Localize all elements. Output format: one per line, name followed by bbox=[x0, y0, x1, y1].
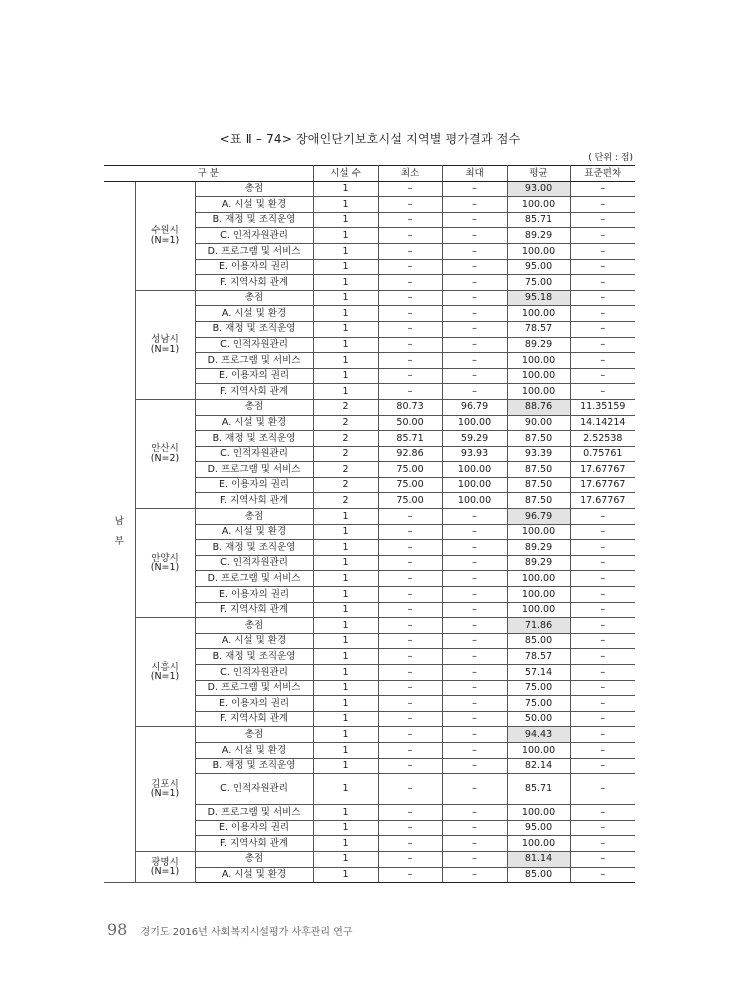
row-max: – bbox=[442, 680, 507, 696]
row-sd: – bbox=[570, 805, 635, 821]
row-avg: 82.14 bbox=[507, 758, 570, 774]
row-avg: 94.43 bbox=[507, 727, 570, 743]
row-max: – bbox=[442, 228, 507, 244]
row-count: 1 bbox=[313, 197, 378, 213]
row-item-label: A. 시설 및 환경 bbox=[195, 742, 313, 758]
facility-name: 수원시 (N=1) bbox=[135, 181, 195, 290]
row-count: 1 bbox=[313, 602, 378, 618]
row-item-label: E. 이용자의 권리 bbox=[195, 696, 313, 712]
row-sd: – bbox=[570, 587, 635, 603]
row-min: 85.71 bbox=[378, 431, 442, 447]
row-item-label: B. 재정 및 조직운영 bbox=[195, 431, 313, 447]
row-avg: 96.79 bbox=[507, 509, 570, 525]
row-min: – bbox=[378, 321, 442, 337]
row-count: 1 bbox=[313, 867, 378, 883]
facility-name: 안양시 (N=1) bbox=[135, 509, 195, 618]
row-count: 1 bbox=[313, 337, 378, 353]
row-item-label: E. 이용자의 권리 bbox=[195, 368, 313, 384]
row-min: – bbox=[378, 727, 442, 743]
table-header-row bbox=[104, 166, 635, 182]
row-sd: – bbox=[570, 228, 635, 244]
header-sd: 표준편차 bbox=[570, 166, 635, 182]
row-min: – bbox=[378, 555, 442, 571]
row-sd: – bbox=[570, 836, 635, 852]
row-min: – bbox=[378, 540, 442, 556]
row-min: – bbox=[378, 524, 442, 540]
row-avg: 89.29 bbox=[507, 555, 570, 571]
row-sd: – bbox=[570, 696, 635, 712]
row-sd: – bbox=[570, 649, 635, 665]
row-max: 96.79 bbox=[442, 399, 507, 415]
row-max: – bbox=[442, 243, 507, 259]
row-min: – bbox=[378, 696, 442, 712]
row-avg: 87.50 bbox=[507, 477, 570, 493]
row-max: 59.29 bbox=[442, 431, 507, 447]
row-sd: – bbox=[570, 680, 635, 696]
row-min: – bbox=[378, 742, 442, 758]
row-avg: 100.00 bbox=[507, 384, 570, 400]
row-count: 1 bbox=[313, 820, 378, 836]
facility-name: 성남시 (N=1) bbox=[135, 290, 195, 399]
table-row bbox=[104, 290, 635, 306]
row-max: – bbox=[442, 618, 507, 634]
row-min: – bbox=[378, 851, 442, 867]
row-item-label: A. 시설 및 환경 bbox=[195, 867, 313, 883]
row-item-label: C. 인적자원관리 bbox=[195, 665, 313, 681]
row-count: 1 bbox=[313, 353, 378, 369]
row-min: 92.86 bbox=[378, 446, 442, 462]
row-avg: 95.18 bbox=[507, 290, 570, 306]
row-count: 1 bbox=[313, 665, 378, 681]
row-item-label: B. 재정 및 조직운영 bbox=[195, 212, 313, 228]
row-sd: – bbox=[570, 540, 635, 556]
row-max: 100.00 bbox=[442, 477, 507, 493]
row-max: – bbox=[442, 727, 507, 743]
row-max: – bbox=[442, 212, 507, 228]
row-sd: 17.67767 bbox=[570, 493, 635, 509]
row-sd: – bbox=[570, 384, 635, 400]
row-max: – bbox=[442, 665, 507, 681]
row-min: – bbox=[378, 758, 442, 774]
row-item-label: D. 프로그램 및 서비스 bbox=[195, 571, 313, 587]
row-sd: – bbox=[570, 212, 635, 228]
row-sd: – bbox=[570, 321, 635, 337]
row-sd: – bbox=[570, 633, 635, 649]
page-number: 98 bbox=[107, 920, 128, 939]
row-min: – bbox=[378, 680, 442, 696]
row-count: 1 bbox=[313, 618, 378, 634]
row-count: 1 bbox=[313, 275, 378, 291]
row-max: – bbox=[442, 353, 507, 369]
row-max: – bbox=[442, 337, 507, 353]
row-item-label: D. 프로그램 및 서비스 bbox=[195, 353, 313, 369]
row-item-label: 총점 bbox=[195, 290, 313, 306]
row-count: 1 bbox=[313, 836, 378, 852]
row-avg: 100.00 bbox=[507, 243, 570, 259]
row-avg: 85.00 bbox=[507, 867, 570, 883]
row-sd: – bbox=[570, 290, 635, 306]
row-item-label: D. 프로그램 및 서비스 bbox=[195, 805, 313, 821]
row-min: 50.00 bbox=[378, 415, 442, 431]
row-item-label: A. 시설 및 환경 bbox=[195, 524, 313, 540]
row-max: – bbox=[442, 509, 507, 525]
row-sd: – bbox=[570, 727, 635, 743]
row-item-label: B. 재정 및 조직운영 bbox=[195, 540, 313, 556]
row-max: – bbox=[442, 696, 507, 712]
row-max: – bbox=[442, 275, 507, 291]
row-sd: – bbox=[570, 758, 635, 774]
row-item-label: E. 이용자의 권리 bbox=[195, 587, 313, 603]
row-max: – bbox=[442, 774, 507, 805]
row-item-label: 총점 bbox=[195, 181, 313, 197]
row-item-label: F. 지역사회 관계 bbox=[195, 836, 313, 852]
row-item-label: C. 인적자원관리 bbox=[195, 555, 313, 571]
row-count: 2 bbox=[313, 399, 378, 415]
row-max: – bbox=[442, 571, 507, 587]
row-sd: – bbox=[570, 774, 635, 805]
row-sd: – bbox=[570, 337, 635, 353]
row-count: 1 bbox=[313, 571, 378, 587]
row-max: 100.00 bbox=[442, 415, 507, 431]
row-count: 1 bbox=[313, 649, 378, 665]
table-row bbox=[104, 399, 635, 415]
row-avg: 100.00 bbox=[507, 587, 570, 603]
row-avg: 90.00 bbox=[507, 415, 570, 431]
row-max: – bbox=[442, 587, 507, 603]
row-item-label: A. 시설 및 환경 bbox=[195, 633, 313, 649]
row-count: 1 bbox=[313, 321, 378, 337]
row-max: – bbox=[442, 820, 507, 836]
row-avg: 93.00 bbox=[507, 181, 570, 197]
row-item-label: E. 이용자의 권리 bbox=[195, 259, 313, 275]
table-row bbox=[104, 509, 635, 525]
row-sd: – bbox=[570, 524, 635, 540]
row-max: – bbox=[442, 867, 507, 883]
row-count: 1 bbox=[313, 212, 378, 228]
row-count: 1 bbox=[313, 509, 378, 525]
row-count: 1 bbox=[313, 758, 378, 774]
row-avg: 100.00 bbox=[507, 197, 570, 213]
row-count: 2 bbox=[313, 493, 378, 509]
row-min: – bbox=[378, 711, 442, 727]
table-row bbox=[104, 181, 635, 197]
row-avg: 75.00 bbox=[507, 696, 570, 712]
footer-text: 경기도 2016년 사회복지시설평가 사후관리 연구 bbox=[140, 927, 353, 938]
row-max: – bbox=[442, 306, 507, 322]
row-count: 1 bbox=[313, 368, 378, 384]
row-count: 1 bbox=[313, 555, 378, 571]
row-avg: 81.14 bbox=[507, 851, 570, 867]
row-avg: 95.00 bbox=[507, 820, 570, 836]
row-item-label: A. 시설 및 환경 bbox=[195, 306, 313, 322]
facility-name: 안산시 (N=2) bbox=[135, 399, 195, 508]
row-min: – bbox=[378, 509, 442, 525]
row-min: – bbox=[378, 633, 442, 649]
row-item-label: E. 이용자의 권리 bbox=[195, 477, 313, 493]
row-item-label: C. 인적자원관리 bbox=[195, 337, 313, 353]
row-max: – bbox=[442, 633, 507, 649]
region-cell bbox=[104, 181, 135, 883]
row-avg: 100.00 bbox=[507, 602, 570, 618]
row-min: 80.73 bbox=[378, 399, 442, 415]
row-avg: 75.00 bbox=[507, 275, 570, 291]
row-item-label: F. 지역사회 관계 bbox=[195, 602, 313, 618]
row-sd: – bbox=[570, 509, 635, 525]
row-avg: 75.00 bbox=[507, 680, 570, 696]
row-sd: 2.52538 bbox=[570, 431, 635, 447]
row-min: – bbox=[378, 571, 442, 587]
row-count: 1 bbox=[313, 259, 378, 275]
row-sd: – bbox=[570, 665, 635, 681]
row-sd: – bbox=[570, 555, 635, 571]
row-max: 93.93 bbox=[442, 446, 507, 462]
row-item-label: D. 프로그램 및 서비스 bbox=[195, 680, 313, 696]
row-min: 75.00 bbox=[378, 477, 442, 493]
table-title: <표 Ⅱ – 74> 장애인단기보호시설 지역별 평가결과 점수 bbox=[219, 132, 521, 146]
row-sd: – bbox=[570, 197, 635, 213]
row-avg: 85.00 bbox=[507, 633, 570, 649]
row-sd: 0.75761 bbox=[570, 446, 635, 462]
row-min: – bbox=[378, 353, 442, 369]
row-max: – bbox=[442, 555, 507, 571]
header-gu: 구 분 bbox=[104, 166, 313, 182]
row-avg: 78.57 bbox=[507, 321, 570, 337]
row-min: – bbox=[378, 306, 442, 322]
table-row bbox=[104, 618, 635, 634]
row-max: – bbox=[442, 742, 507, 758]
row-count: 1 bbox=[313, 805, 378, 821]
row-sd: – bbox=[570, 711, 635, 727]
row-item-label: A. 시설 및 환경 bbox=[195, 415, 313, 431]
row-avg: 87.50 bbox=[507, 462, 570, 478]
row-max: – bbox=[442, 836, 507, 852]
row-avg: 100.00 bbox=[507, 805, 570, 821]
row-max: – bbox=[442, 524, 507, 540]
row-avg: 89.29 bbox=[507, 337, 570, 353]
row-sd: – bbox=[570, 353, 635, 369]
row-count: 2 bbox=[313, 446, 378, 462]
row-max: – bbox=[442, 805, 507, 821]
row-item-label: 총점 bbox=[195, 727, 313, 743]
row-max: – bbox=[442, 384, 507, 400]
facility-name: 시흥시 (N=1) bbox=[135, 618, 195, 727]
row-count: 1 bbox=[313, 587, 378, 603]
row-avg: 85.71 bbox=[507, 774, 570, 805]
region-label: 남 bbox=[114, 516, 124, 528]
row-max: – bbox=[442, 758, 507, 774]
row-item-label: B. 재정 및 조직운영 bbox=[195, 758, 313, 774]
row-item-label: F. 지역사회 관계 bbox=[195, 493, 313, 509]
row-max: – bbox=[442, 197, 507, 213]
row-count: 2 bbox=[313, 477, 378, 493]
row-sd: – bbox=[570, 820, 635, 836]
header-max: 최대 bbox=[442, 166, 507, 182]
row-min: – bbox=[378, 181, 442, 197]
row-count: 1 bbox=[313, 306, 378, 322]
row-max: 100.00 bbox=[442, 462, 507, 478]
row-min: – bbox=[378, 290, 442, 306]
row-count: 1 bbox=[313, 851, 378, 867]
row-min: – bbox=[378, 259, 442, 275]
row-item-label: 총점 bbox=[195, 618, 313, 634]
row-item-label: D. 프로그램 및 서비스 bbox=[195, 243, 313, 259]
row-max: 100.00 bbox=[442, 493, 507, 509]
row-min: – bbox=[378, 587, 442, 603]
row-min: – bbox=[378, 618, 442, 634]
row-item-label: F. 지역사회 관계 bbox=[195, 275, 313, 291]
row-avg: 100.00 bbox=[507, 524, 570, 540]
row-count: 1 bbox=[313, 540, 378, 556]
row-count: 1 bbox=[313, 742, 378, 758]
row-count: 2 bbox=[313, 462, 378, 478]
row-sd: – bbox=[570, 181, 635, 197]
row-min: – bbox=[378, 602, 442, 618]
row-count: 1 bbox=[313, 524, 378, 540]
row-count: 1 bbox=[313, 774, 378, 805]
row-avg: 89.29 bbox=[507, 540, 570, 556]
row-item-label: B. 재정 및 조직운영 bbox=[195, 649, 313, 665]
row-sd: – bbox=[570, 243, 635, 259]
row-avg: 85.71 bbox=[507, 212, 570, 228]
row-count: 2 bbox=[313, 431, 378, 447]
row-count: 1 bbox=[313, 290, 378, 306]
row-item-label: F. 지역사회 관계 bbox=[195, 711, 313, 727]
row-min: – bbox=[378, 243, 442, 259]
row-avg: 100.00 bbox=[507, 836, 570, 852]
row-sd: – bbox=[570, 602, 635, 618]
row-avg: 87.50 bbox=[507, 493, 570, 509]
row-count: 1 bbox=[313, 228, 378, 244]
row-min: – bbox=[378, 836, 442, 852]
row-min: – bbox=[378, 649, 442, 665]
row-count: 1 bbox=[313, 680, 378, 696]
row-min: – bbox=[378, 368, 442, 384]
row-sd: – bbox=[570, 259, 635, 275]
row-avg: 100.00 bbox=[507, 353, 570, 369]
row-avg: 88.76 bbox=[507, 399, 570, 415]
row-count: 1 bbox=[313, 727, 378, 743]
row-count: 1 bbox=[313, 711, 378, 727]
row-item-label: 총점 bbox=[195, 399, 313, 415]
row-count: 1 bbox=[313, 633, 378, 649]
row-min: – bbox=[378, 820, 442, 836]
unit-label: ( 단위 : 점) bbox=[588, 153, 633, 163]
row-sd: – bbox=[570, 275, 635, 291]
row-item-label: C. 인적자원관리 bbox=[195, 446, 313, 462]
row-item-label: E. 이용자의 권리 bbox=[195, 820, 313, 836]
facility-name: 광명시 (N=1) bbox=[135, 851, 195, 882]
row-avg: 100.00 bbox=[507, 742, 570, 758]
row-sd: – bbox=[570, 851, 635, 867]
row-max: – bbox=[442, 602, 507, 618]
row-item-label: 총점 bbox=[195, 851, 313, 867]
row-min: – bbox=[378, 197, 442, 213]
row-item-label: F. 지역사회 관계 bbox=[195, 384, 313, 400]
row-avg: 87.50 bbox=[507, 431, 570, 447]
row-max: – bbox=[442, 649, 507, 665]
facility-name: 김포시 (N=1) bbox=[135, 727, 195, 852]
region-label: 부 bbox=[114, 535, 124, 547]
table-body bbox=[104, 181, 635, 883]
row-avg: 50.00 bbox=[507, 711, 570, 727]
row-sd: – bbox=[570, 618, 635, 634]
row-max: – bbox=[442, 540, 507, 556]
row-min: – bbox=[378, 805, 442, 821]
row-avg: 100.00 bbox=[507, 306, 570, 322]
page-footer bbox=[107, 920, 353, 939]
table-row bbox=[104, 727, 635, 743]
row-avg: 78.57 bbox=[507, 649, 570, 665]
row-min: – bbox=[378, 275, 442, 291]
row-count: 1 bbox=[313, 696, 378, 712]
row-min: 75.00 bbox=[378, 462, 442, 478]
row-avg: 95.00 bbox=[507, 259, 570, 275]
row-item-label: D. 프로그램 및 서비스 bbox=[195, 462, 313, 478]
row-max: – bbox=[442, 711, 507, 727]
row-avg: 100.00 bbox=[507, 368, 570, 384]
row-min: – bbox=[378, 774, 442, 805]
table-row bbox=[104, 851, 635, 867]
row-min: – bbox=[378, 665, 442, 681]
row-avg: 100.00 bbox=[507, 571, 570, 587]
row-count: 1 bbox=[313, 384, 378, 400]
row-sd: 17.67767 bbox=[570, 462, 635, 478]
row-min: – bbox=[378, 867, 442, 883]
row-max: – bbox=[442, 259, 507, 275]
row-sd: – bbox=[570, 867, 635, 883]
row-max: – bbox=[442, 181, 507, 197]
row-count: 1 bbox=[313, 243, 378, 259]
row-avg: 57.14 bbox=[507, 665, 570, 681]
row-sd: 14.14214 bbox=[570, 415, 635, 431]
row-max: – bbox=[442, 321, 507, 337]
row-sd: 11.35159 bbox=[570, 399, 635, 415]
row-min: – bbox=[378, 384, 442, 400]
row-sd: – bbox=[570, 306, 635, 322]
row-avg: 89.29 bbox=[507, 228, 570, 244]
row-sd: 17.67767 bbox=[570, 477, 635, 493]
row-min: – bbox=[378, 337, 442, 353]
row-avg: 71.86 bbox=[507, 618, 570, 634]
row-item-label: A. 시설 및 환경 bbox=[195, 197, 313, 213]
row-avg: 93.39 bbox=[507, 446, 570, 462]
header-min: 최소 bbox=[378, 166, 442, 182]
row-sd: – bbox=[570, 742, 635, 758]
row-count: 2 bbox=[313, 415, 378, 431]
evaluation-table bbox=[104, 165, 635, 883]
row-item-label: C. 인적자원관리 bbox=[195, 774, 313, 805]
row-min: 75.00 bbox=[378, 493, 442, 509]
row-max: – bbox=[442, 290, 507, 306]
header-avg: 평균 bbox=[507, 166, 570, 182]
row-sd: – bbox=[570, 571, 635, 587]
header-count: 시설 수 bbox=[313, 166, 378, 182]
row-max: – bbox=[442, 368, 507, 384]
row-min: – bbox=[378, 212, 442, 228]
row-item-label: B. 재정 및 조직운영 bbox=[195, 321, 313, 337]
row-sd: – bbox=[570, 368, 635, 384]
row-max: – bbox=[442, 851, 507, 867]
row-item-label: 총점 bbox=[195, 509, 313, 525]
row-item-label: C. 인적자원관리 bbox=[195, 228, 313, 244]
row-min: – bbox=[378, 228, 442, 244]
row-count: 1 bbox=[313, 181, 378, 197]
